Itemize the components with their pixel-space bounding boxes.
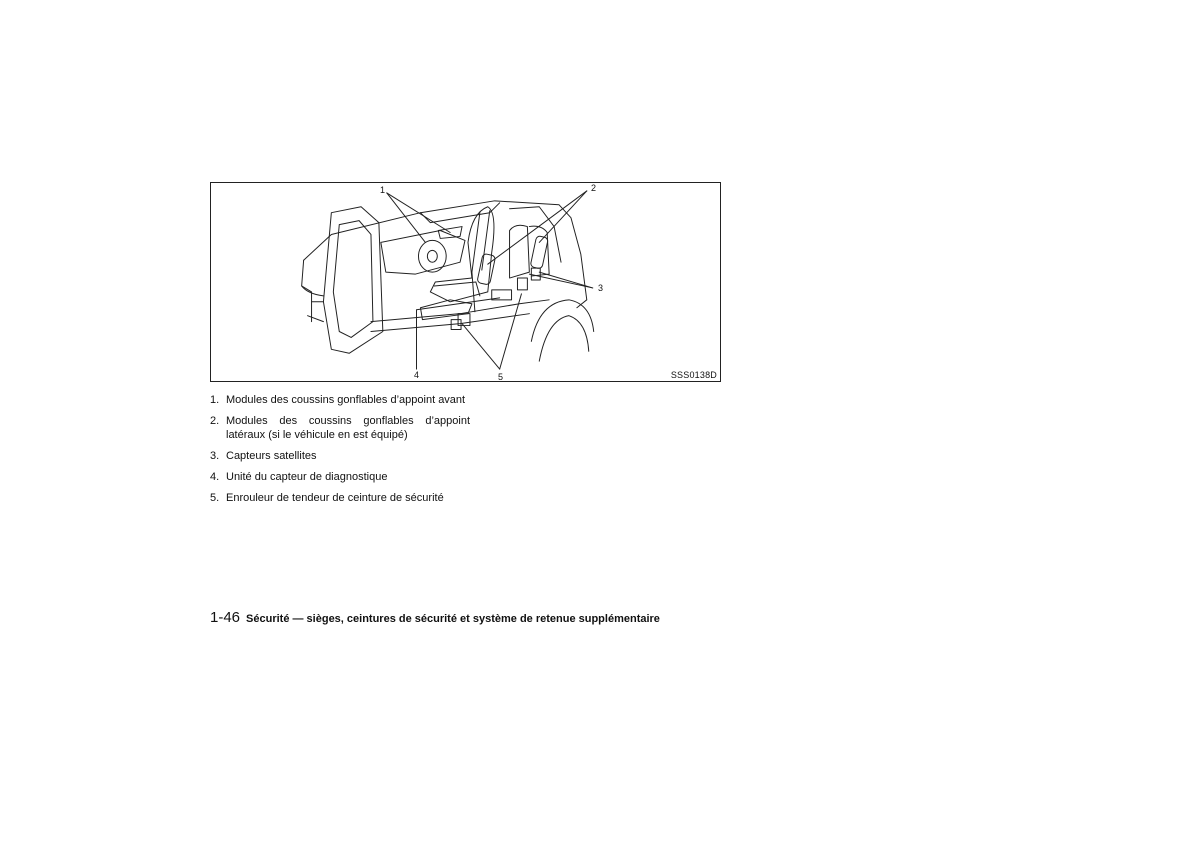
callout-1: 1: [380, 185, 386, 195]
legend-item: [210, 414, 470, 442]
airbag-diagram-figure: [210, 182, 721, 382]
legend-item-text: Modules des coussins gonflables d’appoint avant: [226, 394, 466, 406]
section-title: Sécurité — sièges, ceintures de sécurité et système de retenue supplémentaire: [246, 613, 660, 625]
callout-5: 5: [498, 372, 504, 382]
legend-item-text: Unité du capteur de diagnostique: [226, 471, 388, 483]
page-number: 1-46: [210, 609, 241, 626]
legend-item: [210, 470, 470, 484]
page-footer: [210, 609, 660, 626]
legend-item: [210, 449, 470, 463]
callout-4: 4: [414, 370, 420, 380]
callout-3: 3: [598, 283, 604, 293]
legend-item: [210, 393, 470, 407]
legend-item-text: Enrouleur de tendeur de ceinture de sécurité: [226, 492, 444, 504]
callout-2: 2: [591, 183, 597, 193]
legend-item-number: 5.: [210, 492, 220, 504]
legend-item-text: Modules des coussins gonflables d’appoint latéraux (si le véhicule en est équipé): [226, 415, 470, 441]
figure-legend: [210, 393, 470, 512]
vehicle-interior-illustration: [211, 183, 720, 381]
legend-item-text: Capteurs satellites: [226, 450, 317, 462]
legend-item-number: 2.: [210, 415, 220, 427]
legend-item-number: 3.: [210, 450, 220, 462]
figure-code: SSS0138D: [670, 370, 717, 380]
legend-item-number: 4.: [210, 471, 220, 483]
legend-item: [210, 491, 470, 505]
legend-item-number: 1.: [210, 394, 220, 406]
